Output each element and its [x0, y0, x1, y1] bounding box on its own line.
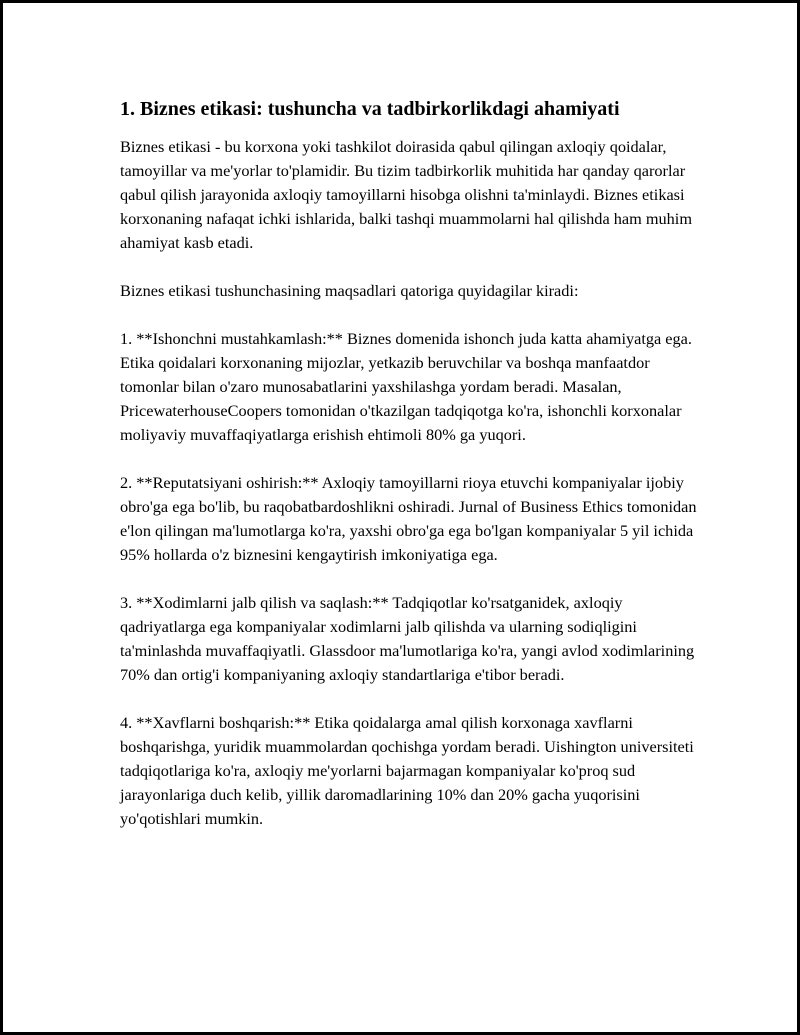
list-item-trust: 1. **Ishonchni mustahkamlash:** Biznes domenida ishonch juda katta ahamiyatga ega. Etika qoidalari korxonaning mijozlar, yetkazib beruvchilar va boshqa manfaatdor tomonlar bilan o'zaro munosabatlarini yaxshilashga yordam beradi. Masalan, PricewaterhouseCoopers tomonidan o'tkazilgan tadqiqotga ko'ra, ishonchli korxonalar moliyaviy muvaffaqiyatlarga erishish ehtimoli 80% ga yuqori. — [120, 329, 692, 444]
lead-paragraph: Biznes etikasi tushunchasining maqsadlari qatoriga quyidagilar kiradi: — [120, 281, 579, 300]
list-item-reputation: 2. **Reputatsiyani oshirish:** Axloqiy tamoyillarni rioya etuvchi kompaniyalar ijobiy obro'ga ega bo'lib, bu raqobatbardoshlikni oshiradi. Jurnal of Business Ethics tomonidan e'lon qilingan ma'lumotlarga ko'ra, yaxshi obro'ga ega bo'lgan kompaniyalar 5 yil ichida 95% hollarda o'z biznesini kengaytirish imkoniyatiga ega. — [120, 473, 697, 564]
document-body — [120, 95, 700, 855]
list-item-risk: 4. **Xavflarni boshqarish:** Etika qoidalarga amal qilish korxonaga xavflarni boshqarishga, yuridik muammolardan qochishga yordam beradi. Uishington universiteti tadqiqotlariga ko'ra, axloqiy me'yorlarni bajarmagan kompaniyalar ko'proq sud jarayonlariga duch kelib, yillik daromadlarining 10% dan 20% gacha yuqorisini yo'qotishlari mumkin. — [120, 713, 694, 828]
list-item-employees: 3. **Xodimlarni jalb qilish va saqlash:** Tadqiqotlar ko'rsatganidek, axloqiy qadriyatlarga ega kompaniyalar xodimlarni jalb qilishda va ularning sodiqligini ta'minlashda muvaffaqiyatli. Glassdoor ma'lumotlariga ko'ra, yangi avlod xodimlarining 70% dan ortig'i kompaniyaning axloqiy standartlariga e'tibor beradi. — [120, 593, 695, 684]
section-heading: 1. Biznes etikasi: tushuncha va tadbirkorlikdagi ahamiyati — [120, 98, 620, 120]
intro-paragraph: Biznes etikasi - bu korxona yoki tashkilot doirasida qabul qilingan axloqiy qoidalar, tamoyillar va me'yorlar to'plamidir. Bu tizim tadbirkorlik muhitida har qanday qarorlar qabul qilish jarayonida axloqiy tamoyillarni hisobga olishni ta'minlaydi. Biznes etikasi korxonaning nafaqat ichki ishlarida, balki tashqi muammolarni hal qilishda ham muhim ahamiyat kasb etadi. — [120, 137, 692, 252]
